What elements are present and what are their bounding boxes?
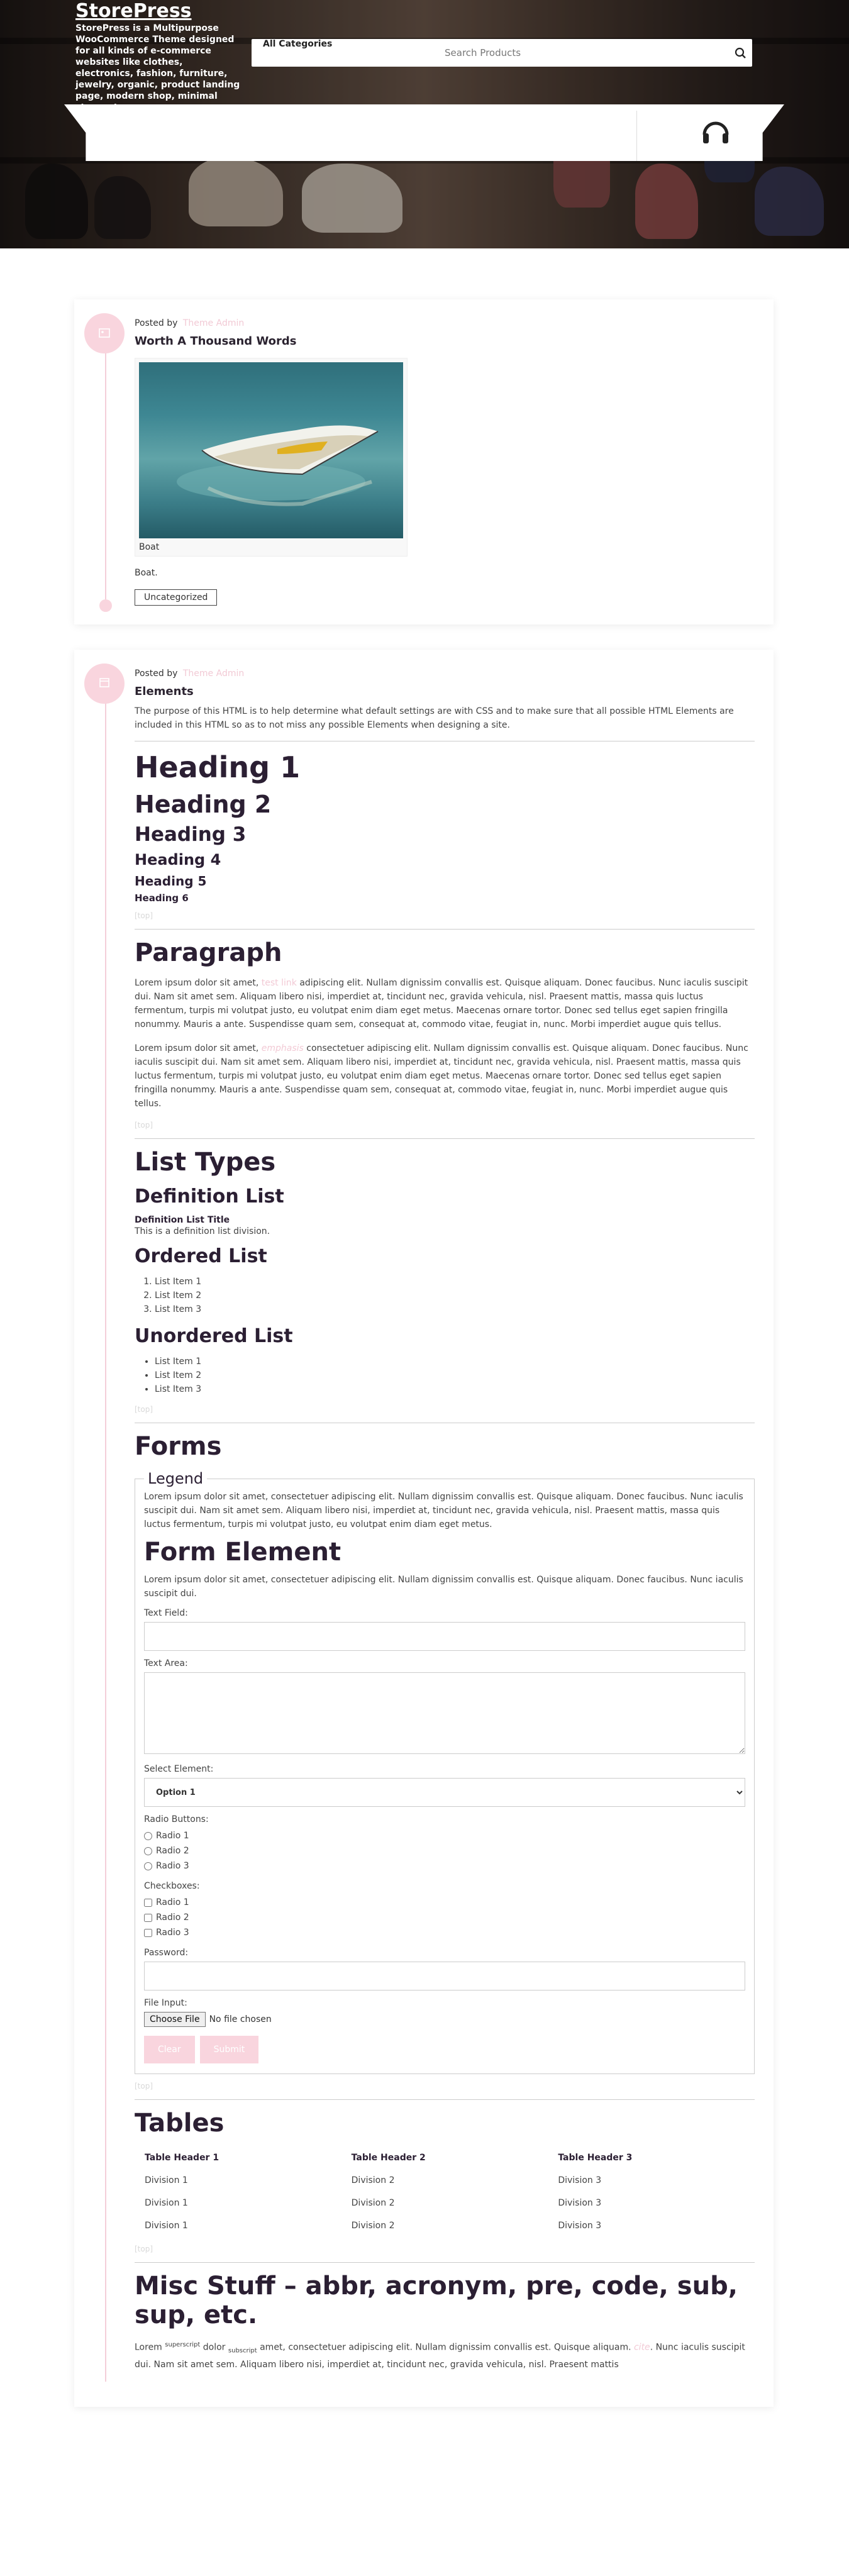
calendar-icon [84,663,125,704]
text-field-label: Text Field: [144,1608,188,1618]
password-label: Password: [144,1948,189,1958]
paragraph-text: Lorem ipsum dolor sit amet, [135,1043,262,1053]
post-author-link[interactable]: Theme Admin [182,318,245,328]
emphasis-text: emphasis [261,1043,304,1053]
definition-term: Definition List Title [135,1215,230,1225]
checkbox-option[interactable] [144,1910,745,1925]
table-cell: Division 3 [558,2198,602,2208]
boat-illustration [139,362,403,538]
radio-label: Radio 3 [156,1861,189,1871]
table-header: Table Header 1 [145,2153,219,2163]
checkbox-group-label: Checkboxes: [144,1881,200,1891]
list-item: • List Item 2 [155,1368,755,1382]
section-divider [135,1138,755,1139]
timeline-line [105,684,106,2382]
list-types-title: List Types [135,1148,276,1177]
form-fieldset [135,1470,755,2074]
misc-title: Misc Stuff – abbr, acronym, pre, code, sub, sup, etc. [135,2272,738,2329]
timeline-line [105,334,106,599]
radio-label: Radio 1 [156,1831,189,1841]
checkbox-option[interactable] [144,1895,745,1910]
search-button[interactable] [727,43,747,63]
posted-by-label: Posted by [135,669,178,679]
definition-list-title: Definition List [135,1185,284,1208]
radio-option[interactable] [144,1828,745,1843]
list-item: • List Item 1 [155,1355,755,1368]
paragraph-text: adipiscing elit. Nullam dignissim convallis est. Quisque aliquam. Donec faucibus. Nunc iaculis suscipit dui. Nam sit amet sem. Aliquam libero nisi, imperdiet at, tincidunt nec, gravida vehicula, nisl. Praesent mattis, massa quis luctus fermentum, turpis mi volutpat justo, eu volutpat enim diam eget metus. Maecenas ornare tortor. Donec sed tellus eget sapien fringilla nonummy. Mauris a ante. Suspendisse quam sem, consequat at, commodo vitae, feugiat in, nunc. Morbi imperdiet augue quis tellus. [135,978,748,1030]
misc-text: Lorem [135,2342,165,2353]
date-badge[interactable] [84,663,125,704]
list-item: 2. List Item 2 [155,1289,755,1302]
post-author-link[interactable]: Theme Admin [182,669,245,679]
table-cell: Division 1 [145,2198,188,2208]
choose-file-button[interactable]: Choose File [144,2012,206,2027]
post-card [74,650,774,2407]
top-link[interactable]: [top] [135,1405,153,1414]
top-link[interactable]: [top] [135,2082,153,2090]
table-row [135,2169,755,2192]
posted-by-label: Posted by [135,318,178,328]
misc-text: . Nunc iaculis suscipit dui. Nam sit amet sem. Aliquam libero nisi, imperdiet at, tincidunt nec, gravida vehicula, nisl. Praesent mattis [135,2342,745,2370]
table-cell: Division 3 [558,2221,602,2231]
site-title[interactable]: StorePress [75,0,192,22]
checkbox[interactable] [144,1929,152,1937]
heading-3: Heading 3 [135,823,247,846]
section-divider [135,929,755,930]
list-item: 3. List Item 3 [155,1302,755,1316]
heading-5: Heading 5 [135,874,207,889]
nav-divider [636,111,637,161]
table-cell: Division 2 [351,2198,395,2208]
text-field[interactable] [144,1622,745,1651]
table-header: Table Header 3 [558,2153,633,2163]
main-navigation [64,104,784,161]
inline-link[interactable]: test link [261,978,297,988]
ordered-list [135,1275,755,1316]
table-cell: Division 3 [558,2175,602,2185]
heading-1: Heading 1 [135,750,301,784]
list-item: 1. List Item 1 [155,1275,755,1289]
radio-option[interactable] [144,1843,745,1858]
post-meta [135,318,755,328]
section-divider [135,2262,755,2263]
table-cell: Division 2 [351,2175,395,2185]
file-input [144,2012,745,2027]
paragraph-text: consectetuer adipiscing elit. Nullam dignissim convallis est. Quisque aliquam. Donec faucibus. Nunc iaculis suscipit dui. Nam sit amet sem. Aliquam libero nisi, imperdiet at, tincidunt nec, gravida vehicula, nisl. Praesent mattis, massa quis luctus fermentum, turpis mi volutpat justo, eu volutpat enim diam eget metus. Maecenas ornare tortor. Donec sed tellus eget sapien fringilla nonummy. Mauris a ante. Suspendisse quam sem, consequat at, commodo vitae, feugiat in, nunc. Morbi imperdiet augue quis tellus. [135,1043,748,1109]
file-input-label: File Input: [144,1998,187,2008]
checkbox[interactable] [144,1914,152,1922]
image-caption: Boat [139,542,160,552]
post-excerpt: Boat. [135,568,158,578]
heading-2: Heading 2 [135,791,272,818]
radio-label: Radio 2 [156,1846,189,1856]
form-element-text: Lorem ipsum dolor sit amet, consectetuer adipiscing elit. Nullam dignissim convallis est. Quisque aliquam. Donec faucibus. Nunc iaculis suscipit dui. [144,1575,743,1599]
subscript-text: subscript [228,2347,257,2355]
unordered-list [135,1355,755,1396]
top-link[interactable]: [top] [135,2245,153,2253]
table-cell: Division 1 [145,2221,188,2231]
paragraph-text: Lorem ipsum dolor sit amet, [135,978,262,988]
post-card [74,299,774,625]
search-bar [252,39,752,67]
site-description: StorePress is a Multipurpose WooCommerce Theme designed for all kinds of e-commerce websites like clothes, electronics, fashion, furniture, jewelry, organic, product landing page, modern shop, minimal [75,23,240,101]
radio-option[interactable] [144,1858,745,1874]
top-link[interactable]: [top] [135,911,153,920]
search-input[interactable] [443,42,708,64]
misc-text: dolor [200,2342,228,2353]
tables-title: Tables [135,2109,225,2138]
table-header: Table Header 2 [351,2153,426,2163]
checkbox-label: Radio 3 [156,1928,189,1938]
paragraph-title: Paragraph [135,938,282,967]
text-area-label: Text Area: [144,1658,188,1668]
checkbox[interactable] [144,1899,152,1907]
form-element-title: Form Element [144,1538,341,1567]
misc-text: amet, consectetuer adipiscing elit. Nullam dignissim convallis est. Quisque aliquam. [257,2342,634,2353]
table-header-row [135,2146,755,2169]
radio-button[interactable] [144,1832,152,1840]
clear-button[interactable]: Clear [144,2036,195,2063]
select-element[interactable] [144,1778,745,1807]
post-meta [135,669,755,679]
checkbox-label: Radio 1 [156,1897,189,1907]
date-badge[interactable] [84,313,125,353]
radio-group-label: Radio Buttons: [144,1814,209,1824]
text-area[interactable] [144,1672,745,1754]
fieldset-legend: Legend [148,1470,204,1487]
top-link[interactable]: [top] [135,1121,153,1130]
post-title[interactable]: Elements [135,685,194,698]
headset-icon [699,117,732,146]
checkbox-label: Radio 2 [156,1913,189,1923]
post-image-figure [135,358,408,557]
file-status: No file chosen [209,2014,272,2024]
forms-title: Forms [135,1432,222,1461]
heading-4: Heading 4 [135,851,221,869]
table-cell: Division 2 [351,2221,395,2231]
post-title[interactable]: Worth A Thousand Words [135,335,297,348]
list-item: • List Item 3 [155,1382,755,1396]
nav-bar [64,104,784,161]
select-label: Select Element: [144,1764,214,1774]
ordered-list-title: Ordered List [135,1245,267,1267]
category-select[interactable]: All Categories [263,39,333,49]
table-cell: Division 1 [145,2175,188,2185]
radio-button[interactable] [144,1847,152,1855]
legend-text: Lorem ipsum dolor sit amet, consectetuer adipiscing elit. Nullam dignissim convallis est. Quisque aliquam. Donec faucibus. Nunc iaculis suscipit dui. Nam sit amet sem. Aliquam libero nisi, imperdiet at, tincidunt nec, gravida vehicula, nisl. Praesent mattis, massa quis luctus fermentum, turpis mi volutpat justo, eu volutpat enim diam eget metus. [144,1492,743,1530]
password-field[interactable] [144,1962,745,1990]
table-row [135,2192,755,2214]
post-intro: The purpose of this HTML is to help determine what default settings are with CSS and to make sure that all possible HTML Elements are included in this HTML so as to not miss any possible Elements when designing a site. [135,706,734,730]
image-format-icon [84,313,125,353]
misc-paragraph [135,2338,755,2372]
section-divider [135,2099,755,2100]
timeline-end-dot [99,599,112,612]
support-link[interactable] [699,117,732,146]
unordered-list-title: Unordered List [135,1325,293,1347]
superscript-text: superscript [165,2341,201,2348]
heading-6: Heading 6 [135,892,189,904]
boat-image[interactable] [139,362,403,538]
definition-description: This is a definition list division. [135,1226,270,1236]
table-row [135,2214,755,2237]
category-tag[interactable]: Uncategorized [135,589,217,606]
paragraph-1 [135,976,755,1031]
paragraph-2 [135,1041,755,1111]
checkbox-option[interactable] [144,1925,745,1940]
form-buttons [144,2036,745,2063]
main-content [74,299,774,2432]
search-icon [731,43,751,64]
cite-text: cite [633,2342,650,2353]
data-table [135,2146,755,2237]
radio-button[interactable] [144,1862,152,1870]
submit-button[interactable]: Submit [200,2036,259,2063]
